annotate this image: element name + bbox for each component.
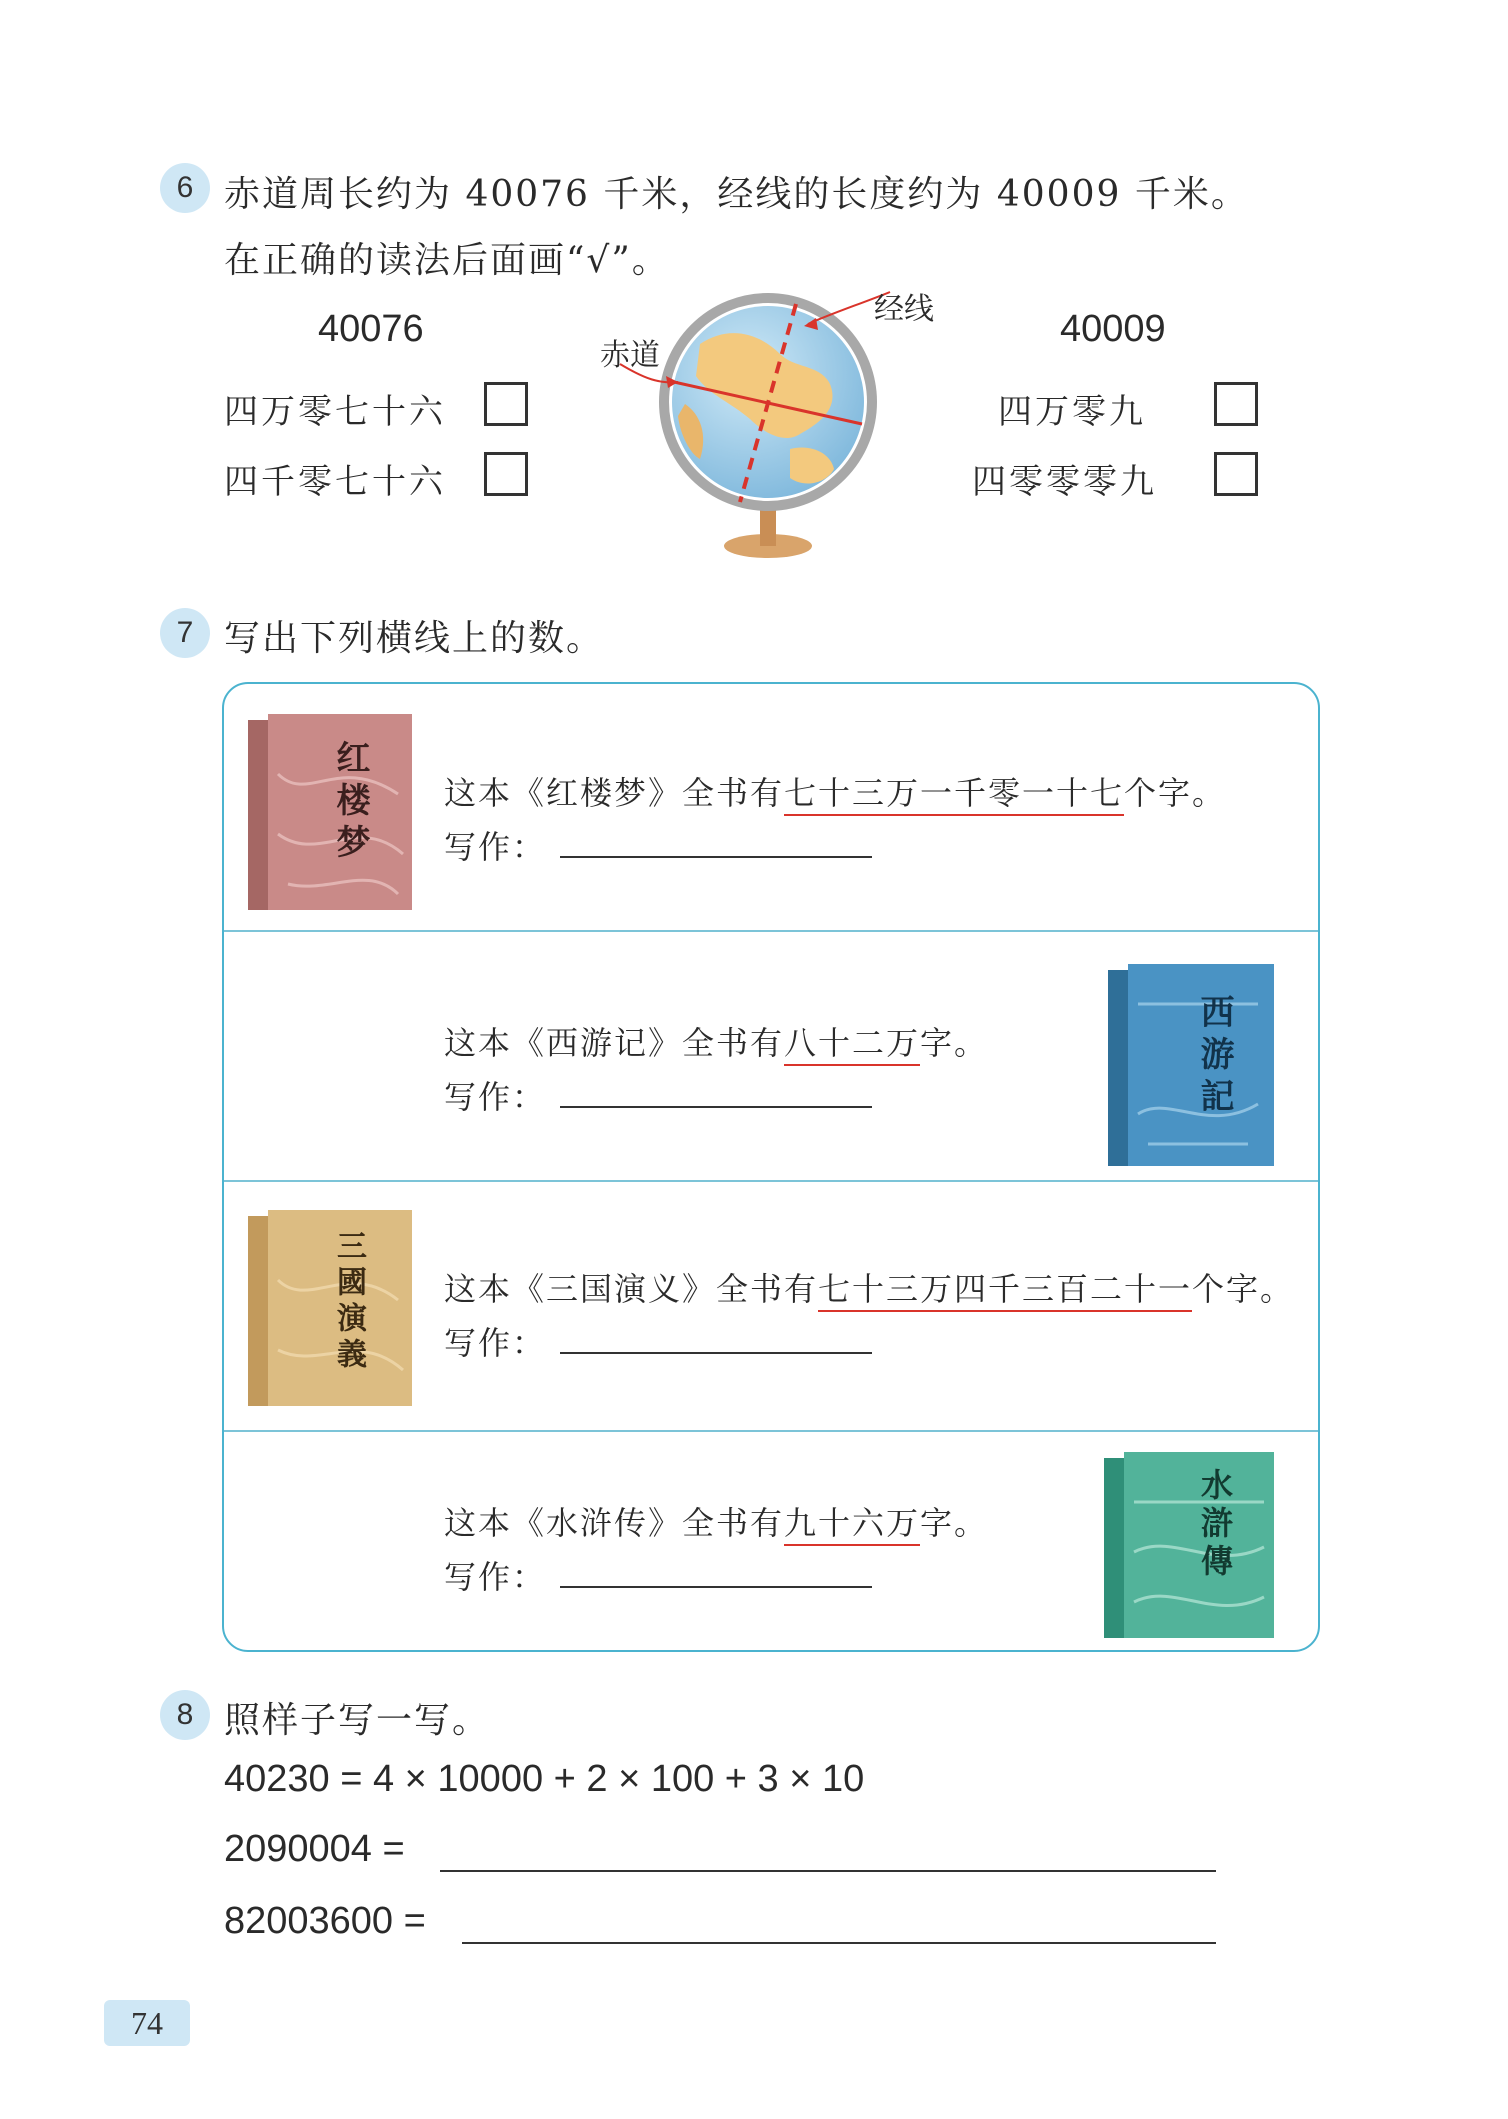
checkbox-right-2[interactable] (1214, 452, 1258, 496)
book-sentence-hongloumeng (444, 768, 1226, 814)
book-sentence-shuihuzhuan (444, 1498, 988, 1544)
sentence-prefix: 这本《红楼梦》全书有 (444, 774, 785, 812)
write-label: 写作： (444, 1078, 547, 1116)
answer-blank-xiyouji[interactable] (560, 1078, 872, 1108)
sentence-suffix: 个字。 (1192, 1270, 1295, 1308)
cover-title-sanguoyanyi: 三國演義 (331, 1230, 366, 1374)
q8-item-1: 2090004 = (224, 1828, 405, 1870)
q8-title: 照样子写一写。 (224, 1700, 491, 1741)
book-cover-shuihuzhuan (1104, 1452, 1274, 1646)
checkbox-left-2[interactable] (484, 452, 528, 496)
q7-title: 写出下列横线上的数。 (224, 618, 605, 659)
question-number-6: 6 (160, 163, 210, 213)
book-sentence-sanguoyanyi (444, 1264, 1294, 1310)
cover-title-shuihuzhuan: 水滸傳 (1196, 1468, 1234, 1582)
sentence-suffix: 字。 (920, 1024, 989, 1062)
write-line-shuihuzhuan (444, 1552, 872, 1598)
sentence-suffix: 个字。 (1124, 774, 1227, 812)
book-cover-xiyouji (1108, 964, 1274, 1174)
answer-blank-sanguoyanyi[interactable] (560, 1324, 872, 1354)
q6-line2: 在正确的读法后面画“√”。 (224, 240, 670, 281)
question-number-7: 7 (160, 608, 210, 658)
checkbox-left-1[interactable] (484, 382, 528, 426)
label-equator: 赤道 (600, 338, 660, 373)
sentence-prefix: 这本《西游记》全书有 (444, 1024, 785, 1062)
write-line-hongloumeng (444, 822, 872, 868)
underlined-number-words: 七十三万一千零一十七 (784, 774, 1124, 816)
q6-left-number: 40076 (318, 308, 424, 350)
q6-right-number: 40009 (1060, 308, 1166, 350)
q8-item-2: 82003600 = (224, 1900, 426, 1942)
write-line-sanguoyanyi (444, 1318, 872, 1364)
sentence-prefix: 这本《水浒传》全书有 (444, 1504, 785, 1542)
write-line-xiyouji (444, 1072, 872, 1118)
book-cover-hongloumeng (248, 714, 412, 918)
checkbox-right-1[interactable] (1214, 382, 1258, 426)
underlined-number-words: 七十三万四千三百二十一 (818, 1270, 1192, 1312)
page-number: 74 (104, 2000, 190, 2046)
q6-right-option-2: 四零零零九 (972, 462, 1157, 502)
cover-title-xiyouji: 西游記 (1194, 994, 1234, 1120)
q6-left-option-2: 四千零七十六 (224, 462, 446, 502)
cover-title-hongloumeng: 红楼梦 (330, 740, 370, 866)
underlined-number-words: 九十六万 (784, 1504, 920, 1546)
q6-left-option-1: 四万零七十六 (224, 392, 446, 432)
book-sentence-xiyouji (444, 1018, 988, 1064)
q6-right-option-1: 四万零九 (998, 392, 1146, 432)
question-number-8: 8 (160, 1690, 210, 1740)
answer-blank-shuihuzhuan[interactable] (560, 1558, 872, 1588)
write-label: 写作： (444, 1324, 547, 1362)
write-label: 写作： (444, 1558, 547, 1596)
answer-line-2[interactable] (462, 1942, 1216, 1944)
q7-panel (222, 682, 1320, 1652)
underlined-number-words: 八十二万 (784, 1024, 920, 1066)
q6-line1: 赤道周长约为 40076 千米，经线的长度约为 40009 千米。 (224, 174, 1249, 215)
answer-line-1[interactable] (440, 1870, 1216, 1872)
q8-example: 40230 = 4 × 10000 + 2 × 100 + 3 × 10 (224, 1758, 865, 1800)
sentence-suffix: 字。 (920, 1504, 989, 1542)
book-cover-sanguoyanyi (248, 1210, 412, 1414)
write-label: 写作： (444, 828, 547, 866)
sentence-prefix: 这本《三国演义》全书有 (444, 1270, 819, 1308)
label-meridian: 经线 (874, 292, 934, 327)
answer-blank-hongloumeng[interactable] (560, 828, 872, 858)
